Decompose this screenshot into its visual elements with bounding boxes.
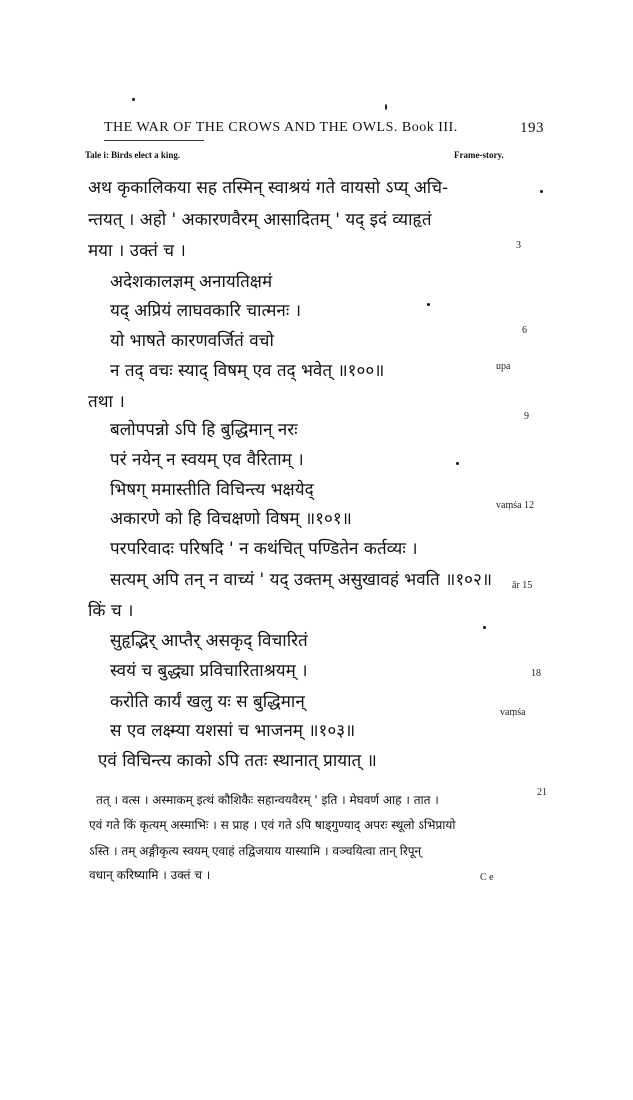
verse-line: अकारणे को हि विचक्षणो विषम् ॥१०१॥: [110, 509, 352, 529]
verse-line: करोति कार्यं खलु यः स बुद्धिमान्: [110, 692, 305, 712]
text-line: न्तयत् । अहो ' अकारणवैरम् आसादितम् ' यद् इदं व्याहृतं: [88, 210, 432, 230]
verse-line: सुहृद्भिर् आप्तैर् असकृद् विचारितं: [110, 631, 308, 651]
margin-note: 9: [524, 411, 529, 422]
margin-note: C e: [480, 872, 494, 883]
margin-note: 21: [537, 787, 547, 798]
footnote-line: तत् । वत्स । अस्माकम् इत्थं कौशिकैः सहान्वयवैरम् ' इति । मेघवर्ण आह । तात ।: [96, 793, 439, 807]
text-line: किं च ।: [88, 601, 134, 621]
verse-line: स्वयं च बुद्ध्या प्रविचारिताश्रयम् ।: [110, 661, 308, 681]
margin-note: upa: [496, 361, 511, 372]
margin-note: vaṃśa 12: [496, 500, 535, 511]
ink-speck: [456, 462, 459, 465]
ink-speck: [540, 190, 543, 193]
verse-line: अदेशकालज्ञम् अनायतिक्षमं: [110, 272, 273, 292]
verse-line: परं नयेन् न स्वयम् एव वैरिताम् ।: [110, 450, 304, 470]
footnote-line: ऽस्ति । तम् अङ्गीकृत्य स्वयम् एवाहं तद्विजयाय यास्यामि । वञ्चयित्वा तान् रिपून्: [89, 844, 422, 858]
verse-line: स एव लक्ष्म्या यशसां च भाजनम् ॥१०३॥: [110, 721, 356, 741]
verse-line: भिषग् ममास्तीति विचिन्त्य भक्षयेद्: [110, 480, 314, 500]
footnote-line: वधान् करिष्यामि । उक्तं च ।: [89, 868, 211, 882]
tale-subtitle: Tale i: Birds elect a king.: [85, 150, 181, 160]
frame-story-label: Frame-story.: [454, 150, 504, 160]
ink-speck: [483, 626, 486, 629]
header-rule: [104, 140, 204, 141]
margin-note: 3: [516, 240, 521, 251]
margin-note: 6: [522, 325, 527, 336]
verse-line: परपरिवादः परिषदि ' न कथंचित् पण्डितेन कर्तव्यः ।: [110, 539, 418, 559]
margin-note: 18: [531, 668, 541, 679]
ink-speck: [385, 104, 387, 110]
running-head: [104, 120, 544, 136]
verse-line: यद् अप्रियं लाघवकारि चात्मनः ।: [110, 301, 302, 321]
verse-line: सत्यम् अपि तन् न वाच्यं ' यद् उक्तम् असुखावहं भवति ॥१०२॥: [110, 570, 493, 590]
ink-speck: [427, 303, 430, 306]
margin-note: vaṃśa: [500, 707, 526, 718]
page-number: 193: [520, 120, 544, 136]
text-line: मया । उक्तं च ।: [88, 241, 186, 261]
text-line: तथा ।: [88, 392, 125, 412]
verse-line: यो भाषते कारणवर्जितं वचो: [110, 331, 274, 351]
footnote-line: एवं गते किं कृत्यम् अस्माभिः । स प्राह । एवं गते ऽपि षाड्गुण्याद् अपरः स्थूलो ऽभिप्रायो: [89, 818, 456, 832]
text-line: एवं विचिन्त्य काको ऽपि ततः स्थानात् प्रायात् ॥: [98, 751, 377, 771]
verse-line: न तद् वचः स्याद् विषम् एव तद् भवेत् ॥१००॥: [110, 361, 385, 381]
verse-line: बलोपपन्नो ऽपि हि बुद्धिमान् नरः: [110, 420, 298, 440]
running-title: THE WAR OF THE CROWS AND THE OWLS. Book III.: [104, 120, 458, 135]
ink-speck: [132, 98, 135, 101]
text-line: अथ कृकालिकया सह तस्मिन् स्वाश्रयं गते वायसो ऽप्य् अचि-: [88, 178, 449, 198]
margin-note: ār 15: [512, 580, 533, 591]
